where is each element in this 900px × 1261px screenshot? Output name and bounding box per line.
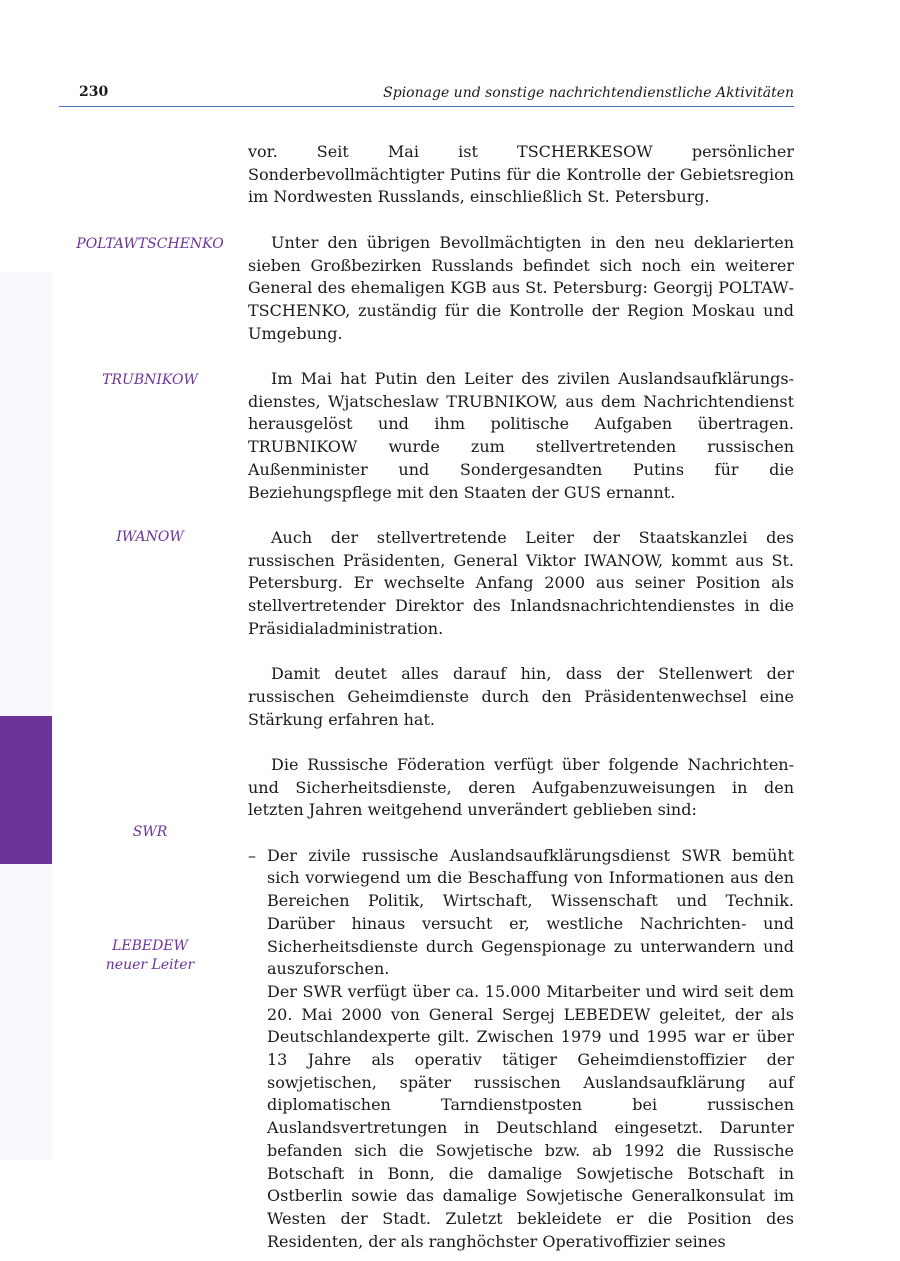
paragraph-6: Die Russische Föderation verfügt über folgende Nachrichten- und Sicherheitsdienste, deren Aufgabenzuweisungen in den letzten Jahren weitgehend unverändert geblieben sind: [248,754,794,820]
margin-note-lebedew [60,937,240,975]
list-item-text-2: Der SWR verfügt über ca. 15.000 Mitarbeiter und wird seit dem 20. Mai 2000 von General Sergej LEBEDEW geleitet, der als Deutschlandexperte gilt. Zwischen 1979 und 1995 war er über 13 Jahre als operativ tätiger Geheimdienstoffizier der sowjetischen, später russischen Auslandsaufklärung auf diplomatischen Tarndienstposten bei russischen Auslandsvertretungen in Deutschland eingesetzt. Darunter befanden sich die Sowjetische bzw. ab 1992 die Russische Botschaft in Bonn, die damalige Sowjetische Botschaft in Ostberlin sowie das damalige Sowjetische Generalkonsulat im Westen der Stadt. Zuletzt bekleidete er die Position des Residenten, der als ranghöchster Operativoffizier seines [267,981,794,1251]
list-dash: – [248,845,256,865]
list-item [248,845,794,1254]
running-title: Spionage und sonstige nachrichtendienstliche Aktivitäten [383,85,794,101]
paragraph-2: Unter den übrigen Bevollmächtigten in den neu deklarierten sieben Großbezirken Russlands befindet sich noch ein weiterer General des ehemaligen KGB aus St. Petersburg: Georgij POLTAWTSCHENKO, zuständig für die Kontrolle der Region Moskau und Umgebung. [248,232,794,343]
paragraph-3: Im Mai hat Putin den Leiter des zivilen Auslandsaufklärungsdienstes, Wjatscheslaw TRUBNIKOW, aus dem Nachrichtendienst herausgelöst und ihm politische Aufgaben übertragen. TRUBNIKOW wurde zum stellvertretenden russischen Außenminister und Sondergesandten Putins für die Beziehungspflege mit den Staaten der GUS ernannt. [248,369,794,502]
page-number: 230 [79,84,109,100]
paragraph-1: vor. Seit Mai ist TSCHERKESOW persönlicher Sonderbevollmächtigter Putins für die Kontrolle der Gebietsregion im Nordwesten Russlands, einschließlich St. Petersburg. [248,142,794,207]
chapter-thumb-tab [0,716,52,864]
paragraph-4: Auch der stellvertretende Leiter der Staatskanzlei des russischen Präsidenten, General Viktor IWANOW, kommt aus St. Petersburg. Er wechselte Anfang 2000 aus seiner Position als stellvertretender Direktor des Inlandsnachrichtendienstes in die Präsidialadministration. [248,527,794,638]
body-text [248,141,794,1253]
list-item-text-1: Der zivile russische Auslandsaufklärungsdienst SWR bemüht sich vorwiegend um die Beschaffung von Informationen aus den Bereichen Politik, Wirtschaft, Wissenschaft und Technik. Darüber hinaus versucht er, westliche Nachrichten- und Sicherheitsdienste durch Gegenspionage zu unterwandern und auszuforschen. [267,845,794,979]
page-header [59,84,794,107]
margin-note-poltawtschenko: POLTAWTSCHENKO [76,236,224,252]
margin-note-iwanow: IWANOW [116,529,184,545]
margin-note-trubnikow: TRUBNIKOW [102,372,198,388]
margin-note-lebedew-name: LEBEDEW [112,938,188,954]
margin-note-swr: SWR [132,824,168,840]
margin-note-neuer-leiter: neuer Leiter [105,957,195,973]
paragraph-5: Damit deutet alles darauf hin, dass der Stellenwert der russischen Geheimdienste durch den Präsidentenwechsel eine Stärkung erfahren hat. [248,664,794,729]
